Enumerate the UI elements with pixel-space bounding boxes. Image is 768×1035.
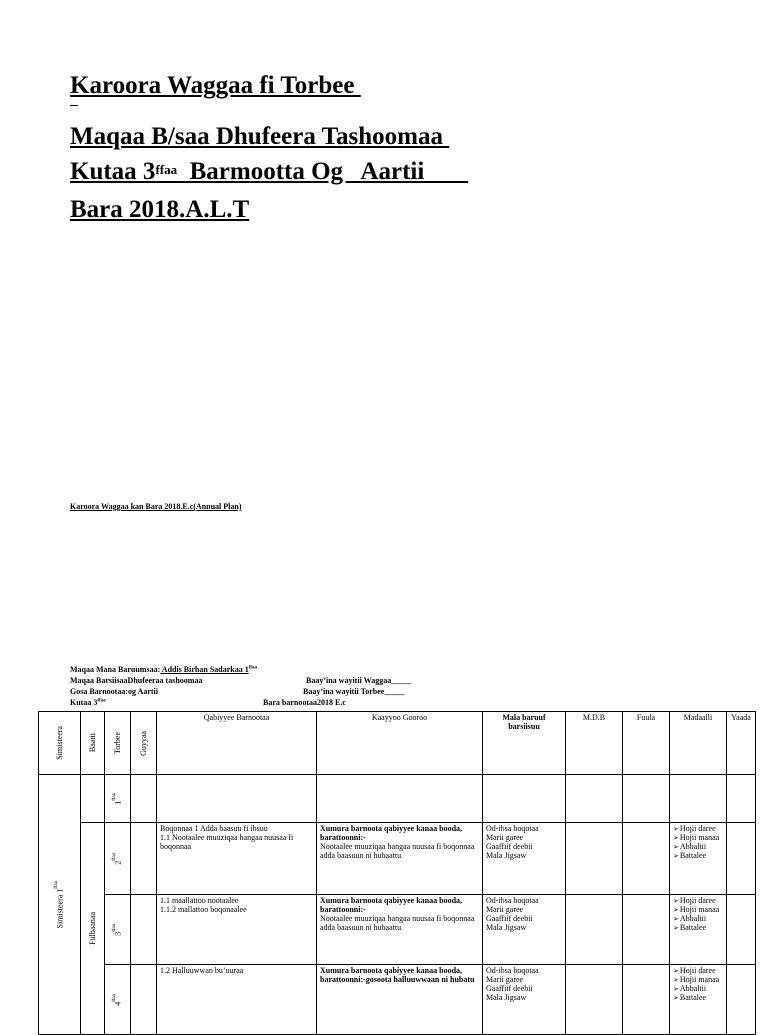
period-cell	[131, 895, 157, 965]
week-cell	[105, 965, 131, 1035]
plan-caption: Karoora Waggaa kan Bara 2018.E.c(Annual Plan)	[70, 502, 242, 511]
table-row	[39, 775, 756, 823]
objective-heading: Xumura barnoota qabiyyee kanaa booda, barattoonni:-	[320, 824, 463, 842]
content-line: 1.1.2 mallattoo boqonaalee	[160, 905, 247, 914]
period-cell	[131, 823, 157, 895]
content-cell	[157, 895, 317, 965]
week-cell	[105, 823, 131, 895]
title-3-pre: Kutaa 3	[70, 158, 156, 185]
period-cell	[131, 965, 157, 1035]
period-cell	[131, 775, 157, 823]
info-grade-sup: ffaa	[97, 698, 106, 704]
info-subject: Gosa Barnootaa:og Aartii	[70, 687, 158, 696]
title-3-sup: ffaa	[155, 162, 178, 177]
header-method: Mala baruuf barsiisuu	[483, 712, 566, 775]
title-3	[70, 158, 468, 186]
mdb-cell	[566, 895, 623, 965]
week-sup: ffaa	[112, 923, 118, 932]
info-school-label: Maqaa Mana Baruumsaa:	[70, 665, 161, 674]
method-item: Od-ibsa boqotaa	[486, 896, 539, 905]
assessment-item: ➢ Hojii daree	[673, 896, 723, 905]
table-row	[39, 823, 756, 895]
week-number: 2	[113, 860, 123, 865]
content-line: 1.1 Nootaalee muuziqaa hangaa nuusaa fi boqonnaa	[160, 833, 294, 851]
header-semester: Simisteera	[39, 712, 81, 775]
info-weeks-week: Baay’ina wayitii Torbee_____	[303, 687, 405, 696]
annual-plan-table	[38, 711, 756, 1035]
assessment-item: ➢ Hojii manaa	[673, 975, 723, 984]
method-item: Od-ibsa boqotaa	[486, 966, 539, 975]
semester-sup: ffaa	[54, 880, 60, 889]
header-content: Qabiyyee Barnootaa	[157, 712, 317, 775]
assessment-item: ➢ Abbaltii	[673, 914, 723, 923]
header-month: Baatii	[81, 712, 105, 775]
objective-line: Nootaalee muuziqaa hangaa nuusaa fi boqonnaa adda baasuun ni hubaattu	[320, 914, 475, 932]
assessment-item: ➢ Hojii manaa	[673, 905, 723, 914]
info-year: Bara barnootaa2018 E.c	[263, 698, 346, 707]
assessment-cell	[670, 775, 727, 823]
objective-heading: Xumura barnoota qabiyyee kanaa booda, barattoonni:-	[320, 896, 463, 914]
assessment-cell	[670, 823, 727, 895]
week-cell	[105, 895, 131, 965]
mdb-cell	[566, 823, 623, 895]
header-fuula: Fuula	[623, 712, 670, 775]
month-empty	[81, 775, 105, 823]
assessment-item: ➢ Battalee	[673, 993, 723, 1002]
info-weeks-year: Baay’ina wayitii Waggaa_____	[306, 676, 412, 685]
title-2: Maqaa B/saa Dhufeera Tashoomaa	[70, 123, 450, 150]
method-item: Marii garee	[486, 905, 524, 914]
objective-cell	[317, 775, 483, 823]
info-grade	[70, 698, 106, 707]
table-row	[39, 965, 756, 1035]
method-cell	[483, 823, 566, 895]
method-cell	[483, 775, 566, 823]
method-item: Gaaffiif deebii	[486, 914, 533, 923]
content-cell	[157, 965, 317, 1035]
remark-cell	[727, 895, 756, 965]
method-item: Od-ibsa boqotaa	[486, 824, 539, 833]
header-time: Kaayyoo Gooroo	[317, 712, 483, 775]
remark-cell	[727, 775, 756, 823]
method-item: Gaaffiif deebii	[486, 842, 533, 851]
method-item: Mala Jigsaw	[486, 851, 527, 860]
week-sup: ffaa	[112, 993, 118, 1002]
content-cell	[157, 823, 317, 895]
month-cell	[81, 823, 105, 1035]
header-mdb: M.D.B	[566, 712, 623, 775]
method-item: Gaaffiif deebii	[486, 984, 533, 993]
method-item: Mala Jigsaw	[486, 923, 527, 932]
table-row	[39, 895, 756, 965]
remark-cell	[727, 823, 756, 895]
month-label: Fulbaanaa	[88, 912, 97, 945]
objective-line: Nootaalee muuziqaa hangaa nuusaa fi boqonnaa adda baasuun ni hubaattu	[320, 842, 475, 860]
week-number: 4	[113, 1001, 123, 1006]
week-cell	[105, 775, 131, 823]
content-cell	[157, 775, 317, 823]
objective-cell	[317, 823, 483, 895]
fuula-cell	[623, 775, 670, 823]
method-cell	[483, 895, 566, 965]
table-header-row	[39, 712, 756, 775]
objective-heading: Xumura barnoota qabiyyee kanaa booda, barattoonni:-gosoota halluuwwaan ni hubatu	[320, 966, 475, 984]
assessment-item: ➢ Battalee	[673, 923, 723, 932]
week-sup: ffaa	[112, 792, 118, 801]
fuula-cell	[623, 895, 670, 965]
assessment-item: ➢ Battalee	[673, 851, 723, 860]
fuula-cell	[623, 823, 670, 895]
assessment-item: ➢ Hojii daree	[673, 966, 723, 975]
semester-cell	[39, 775, 81, 1035]
content-line: Boqonnaa 1 Adda baasuu fi ibsuu	[160, 824, 268, 833]
info-school	[70, 665, 257, 674]
assessment-item: ➢ Hojii manaa	[673, 833, 723, 842]
header-remark: Yaada	[727, 712, 756, 775]
title-1: Karoora Waggaa fi Torbee	[70, 72, 361, 99]
title-4: Bara 2018.A.L.T	[70, 196, 250, 223]
assessment-cell	[670, 895, 727, 965]
content-line: 1.2 Halluuwwan bu’uuraa	[160, 966, 244, 975]
header-period: Guyyaa	[131, 712, 157, 775]
mdb-cell	[566, 775, 623, 823]
week-sup: ffaa	[112, 852, 118, 861]
header-assessment: Madaalli	[670, 712, 727, 775]
objective-cell	[317, 895, 483, 965]
content-line: 1.1 maallattoo nootaalee	[160, 896, 239, 905]
info-teacher: Maqaa BarsiisaaDhufeeraa tashoomaa	[70, 676, 203, 685]
week-number: 1	[113, 800, 123, 805]
remark-cell	[727, 965, 756, 1035]
stray-underline	[70, 105, 78, 106]
mdb-cell	[566, 965, 623, 1035]
semester-label: Simisteera 1	[55, 888, 65, 929]
info-school-value: Addis Birhan Sadarkaa 1	[160, 665, 249, 674]
info-school-sup: ffaa	[248, 665, 258, 671]
title-3-post: Barmootta Og Aartii	[177, 158, 469, 185]
assessment-cell	[670, 965, 727, 1035]
assessment-item: ➢ Abbaltii	[673, 984, 723, 993]
assessment-item: ➢ Abbaltii	[673, 842, 723, 851]
info-grade-pre: Kutaa 3	[70, 698, 98, 707]
objective-cell	[317, 965, 483, 1035]
method-item: Mala Jigsaw	[486, 993, 527, 1002]
week-number: 3	[113, 931, 123, 936]
assessment-item: ➢ Hojii daree	[673, 824, 723, 833]
fuula-cell	[623, 965, 670, 1035]
method-item: Marii garee	[486, 833, 524, 842]
method-item: Marii garee	[486, 975, 524, 984]
header-week: Torbee	[105, 712, 131, 775]
method-cell	[483, 965, 566, 1035]
